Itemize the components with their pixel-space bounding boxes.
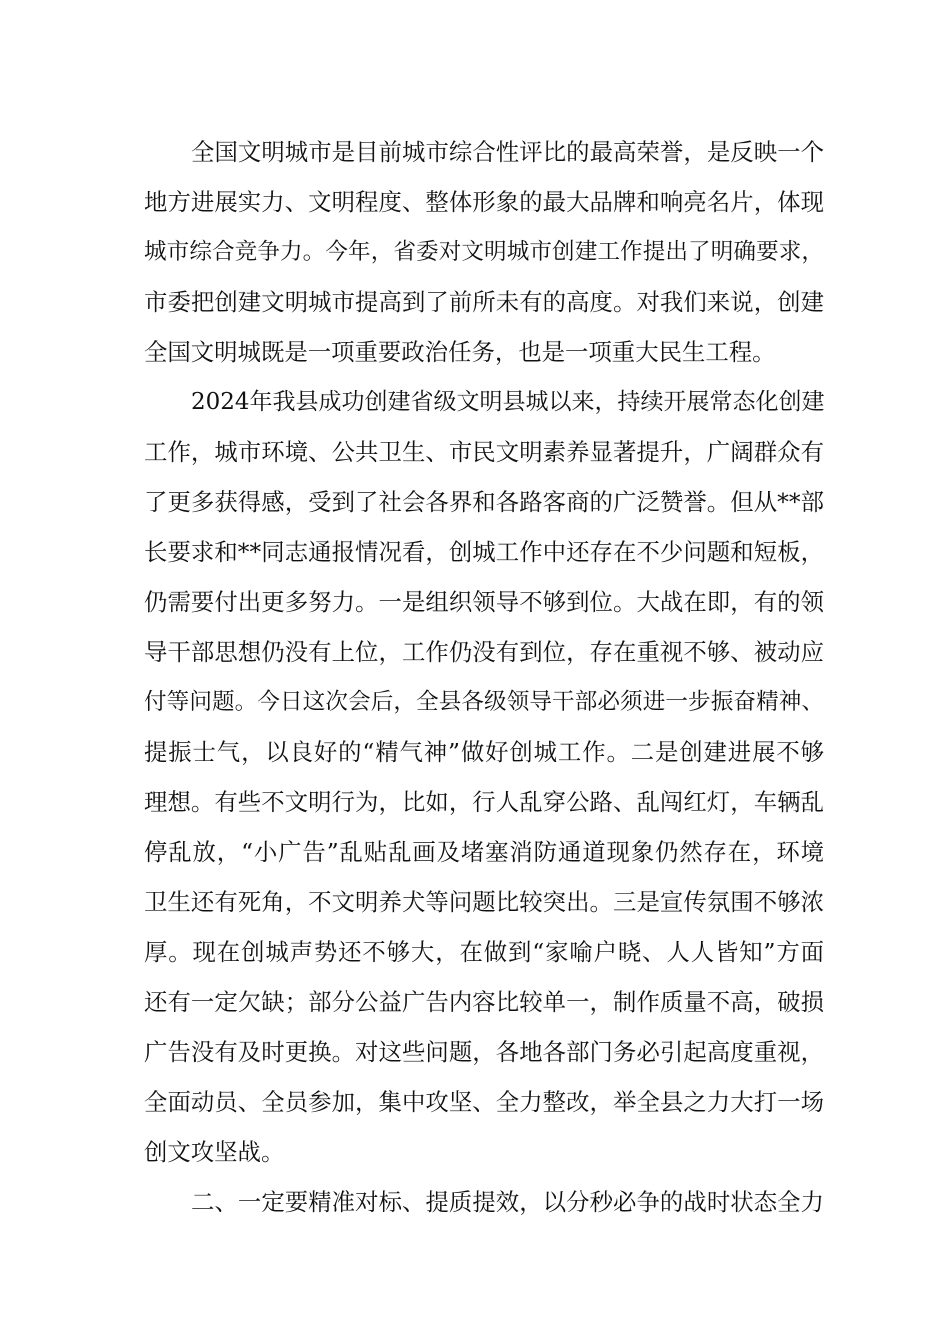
paragraph-2-line-13: 还有一定欠缺；部分公益广告内容比较单一，制作质量不高，破损 bbox=[144, 988, 824, 1016]
paragraph-2-line-2: 工作，城市环境、公共卫生、市民文明素养显著提升，广阔群众有 bbox=[144, 438, 824, 466]
paragraph-2-line-12: 厚。现在创城声势还不够大，在做到“家喻户晓、人人皆知”方面 bbox=[144, 938, 824, 966]
paragraph-2-line-14: 广告没有及时更换。对这些问题，各地各部门务必引起高度重视， bbox=[144, 1038, 824, 1066]
paragraph-1-line-3: 城市综合竞争力。今年，省委对文明城市创建工作提出了明确要求， bbox=[144, 239, 824, 265]
paragraph-2-line-6: 导干部思想仍没有上位，工作仍没有到位，存在重视不够、被动应 bbox=[144, 638, 824, 666]
paragraph-1-line-1: 全国文明城市是目前城市综合性评比的最高荣誉，是反映一个 bbox=[191, 138, 824, 166]
paragraph-2-line-11: 卫生还有死角，不文明养犬等问题比较突出。三是宣传氛围不够浓 bbox=[144, 888, 824, 916]
paragraph-2-line-15: 全面动员、全员参加，集中攻坚、全力整改，举全县之力大打一场 bbox=[144, 1088, 824, 1116]
paragraph-1-line-4: 市委把创建文明城市提高到了前所未有的高度。对我们来说，创建 bbox=[144, 288, 824, 316]
paragraph-2-line-9: 理想。有些不文明行为，比如，行人乱穿公路、乱闯红灯，车辆乱 bbox=[144, 788, 824, 816]
paragraph-3-line-1: 二、一定要精准对标、提质提效，以分秒必争的战时状态全力 bbox=[191, 1188, 824, 1216]
paragraph-1-line-5: 全国文明城既是一项重要政治任务，也是一项重大民生工程。 bbox=[144, 338, 776, 366]
paragraph-2-line-8: 提振士气，以良好的“精气神”做好创城工作。二是创建进展不够 bbox=[144, 738, 824, 766]
paragraph-2-line-7: 付等问题。今日这次会后，全县各级领导干部必须进一步振奋精神、 bbox=[144, 689, 824, 715]
paragraph-2-line-10: 停乱放，“小广告”乱贴乱画及堵塞消防通道现象仍然存在，环境 bbox=[144, 838, 824, 866]
paragraph-2-line-1: 2024年我县成功创建省级文明县城以来，持续开展常态化创建 bbox=[191, 389, 825, 415]
paragraph-2-line-3: 了更多获得感，受到了社会各界和各路客商的广泛赞誉。但从**部 bbox=[144, 488, 824, 516]
paragraph-2-line-16: 创文攻坚战。 bbox=[144, 1138, 285, 1166]
paragraph-2-line-4: 长要求和**同志通报情况看，创城工作中还存在不少问题和短板， bbox=[144, 538, 824, 566]
paragraph-1-line-2: 地方进展实力、文明程度、整体形象的最大品牌和响亮名片，体现 bbox=[144, 188, 824, 216]
paragraph-2-line-5: 仍需要付出更多努力。一是组织领导不够到位。大战在即，有的领 bbox=[144, 588, 824, 616]
